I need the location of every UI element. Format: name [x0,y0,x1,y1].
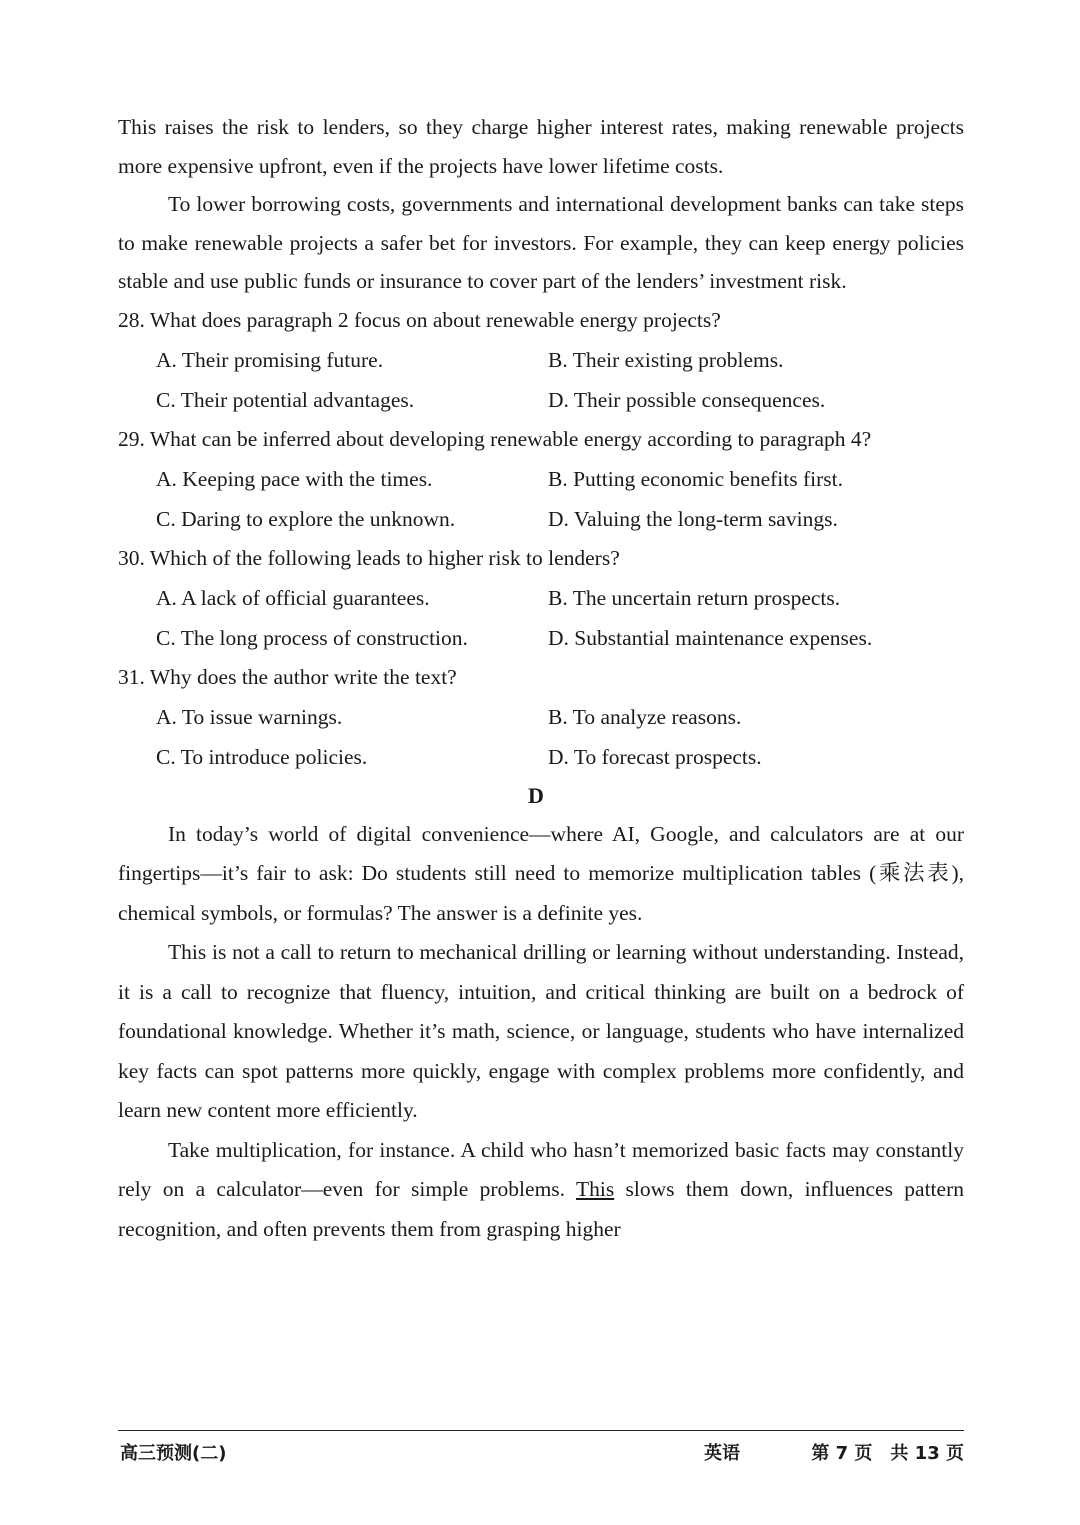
question-stem: 31. Why does the author write the text? [118,664,457,689]
option-row [118,380,964,420]
option-d: D. Valuing the long-term savings. [548,506,838,531]
passage-c-paragraph: To lower borrowing costs, governments and international development banks can take steps to make renewable projects a safer bet for investors. For example, they can keep energy policies stable and use public funds or insurance to cover part of the lenders’ investment risk. [118,192,964,293]
underlined-word: This [575,1177,615,1201]
option-a: A. To issue warnings. [156,704,343,729]
option-row [118,618,964,658]
option-row [118,340,964,380]
option-b: B. The uncertain return prospects. [548,585,841,610]
option-a: A. Their promising future. [156,347,384,372]
option-row [118,737,964,777]
question-stem: 30. Which of the following leads to higher risk to lenders? [118,545,620,570]
question-stem: 29. What can be inferred about developing renewable energy according to paragraph 4? [118,426,872,451]
passage-d-paragraph [118,1131,964,1250]
question-29 [118,420,964,539]
option-c: C. The long process of construction. [156,625,468,650]
exam-title: 高三预测(二) [120,1443,227,1464]
exam-page [118,108,964,1249]
question-stem: 28. What does paragraph 2 focus on about renewable energy projects? [118,307,721,332]
question-31 [118,658,964,777]
paragraph-text: slows them down, influences pattern recognition, and often prevents them from grasping higher [118,1177,964,1241]
subject-label: 英语 [704,1443,740,1464]
option-d: D. To forecast prospects. [548,744,762,769]
passage-d-paragraph: This is not a call to return to mechanical drilling or learning without understanding. Instead, it is a call to recognize that fluency, intuition, and critical thinking are built on a bedrock of foundational knowledge. Whether it’s math, science, or language, students who have internalized key facts can spot patterns more quickly, engage with complex problems more confidently, and learn new content more efficiently. [118,940,964,1122]
question-28 [118,301,964,420]
option-a: A. Keeping pace with the times. [156,466,433,491]
paragraph-text: Take multiplication, for instance. A child who hasn’t memorized basic facts may constantly rely on a calculator—even for simple problems. [118,1137,964,1201]
option-c: C. Daring to explore the unknown. [156,506,456,531]
option-b: B. To analyze reasons. [548,704,742,729]
section-heading: D [528,782,544,808]
passage-d-paragraph: In today’s world of digital convenience—where AI, Google, and calculators are at our fingertips—it’s fair to ask: Do students still need to memorize multiplication tables (乘法表), chemical symbols, or formulas? The answer is a definite yes. [118,821,964,925]
option-row [118,499,964,539]
page-number: 第 7 页 共 13 页 [811,1443,964,1464]
footer-divider [118,1430,964,1431]
passage-c-paragraph: This raises the risk to lenders, so they charge higher interest rates, making renewable projects more expensive upfront, even if the projects have lower lifetime costs. [118,115,964,178]
option-d: D. Their possible consequences. [548,387,826,412]
option-c: C. Their potential advantages. [156,387,415,412]
option-d: D. Substantial maintenance expenses. [548,625,873,650]
question-30 [118,539,964,658]
option-b: B. Their existing problems. [548,347,784,372]
option-row [118,697,964,737]
option-c: C. To introduce policies. [156,744,368,769]
option-row [118,459,964,499]
option-row [118,578,964,618]
option-b: B. Putting economic benefits first. [548,466,843,491]
page-footer [118,1440,964,1468]
option-a: A. A lack of official guarantees. [156,585,430,610]
